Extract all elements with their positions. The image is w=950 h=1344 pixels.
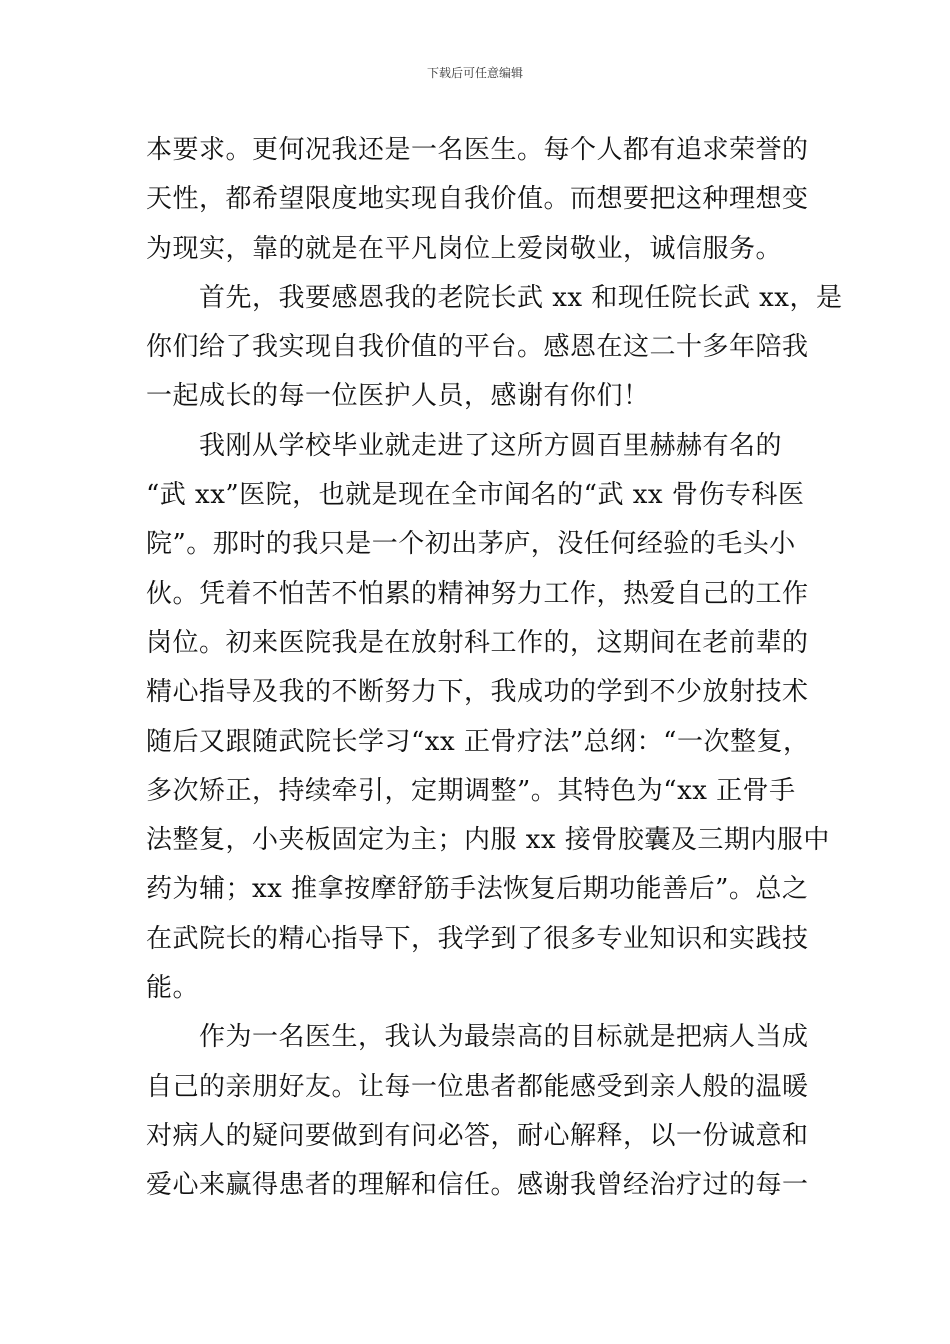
- text-line: 自己的亲朋好友。让每一位患者都能感受到亲人般的温暖: [146, 1071, 809, 1102]
- text-line: 一起成长的每一位医护人员，感谢有你们！: [146, 381, 650, 412]
- paragraph: [146, 1013, 810, 1210]
- paragraph: [146, 274, 843, 422]
- page-header-note: 下载后可任意编辑: [426, 66, 523, 80]
- text-line: 伙。凭着不怕苦不怕累的精神努力工作，热爱自己的工作: [146, 578, 809, 609]
- text-line: 为现实，靠的就是在平凡岗位上爱岗敬业，诚信服务。: [146, 233, 783, 264]
- text-line: 对病人的疑问要做到有问必答，耐心解释，以一份诚意和: [146, 1120, 809, 1151]
- paragraph: [146, 126, 810, 274]
- text-line: 天性，都希望限度地实现自我价值。而想要把这种理想变: [146, 184, 809, 215]
- text-line: 你们给了我实现自我价值的平台。感恩在这二十多年陪我: [146, 332, 809, 363]
- text-line: 作为一名医生，我认为最崇高的目标就是把病人当成: [199, 1022, 809, 1053]
- text-line: 药为辅；xx 推拿按摩舒筋手法恢复后期功能善后”。总之: [146, 874, 809, 905]
- text-line: 首先，我要感恩我的老院长武 xx 和现任院长武 xx，是: [199, 282, 843, 313]
- text-line: 岗位。初来医院我是在放射科工作的，这期间在老前辈的: [146, 627, 809, 658]
- text-line: 院”。那时的我只是一个初出茅庐，没任何经验的毛头小: [146, 529, 796, 560]
- paragraph: [146, 422, 830, 1014]
- text-line: 法整复，小夹板固定为主；内服 xx 接骨胶囊及三期内服中: [146, 825, 830, 856]
- document-body: [146, 126, 843, 1211]
- text-line: 精心指导及我的不断努力下，我成功的学到不少放射技术: [146, 677, 809, 708]
- text-line: 能。: [146, 973, 200, 1004]
- text-line: 爱心来赢得患者的理解和信任。感谢我曾经治疗过的每一: [146, 1170, 809, 1201]
- text-line: 随后又跟随武院长学习“xx 正骨疗法”总纲：“一次整复，: [146, 726, 810, 757]
- text-line: 我刚从学校毕业就走进了这所方圆百里赫赫有名的: [199, 430, 783, 461]
- text-line: 本要求。更何况我还是一名医生。每个人都有追求荣誉的: [146, 135, 809, 165]
- text-line: 在武院长的精心指导下，我学到了很多专业知识和实践技: [146, 923, 809, 954]
- text-line: 多次矫正，持续牵引，定期调整”。其特色为“xx 正骨手: [146, 775, 796, 806]
- text-line: “武 xx”医院，也就是现在全市闻名的“武 xx 骨伤专科医: [146, 480, 805, 511]
